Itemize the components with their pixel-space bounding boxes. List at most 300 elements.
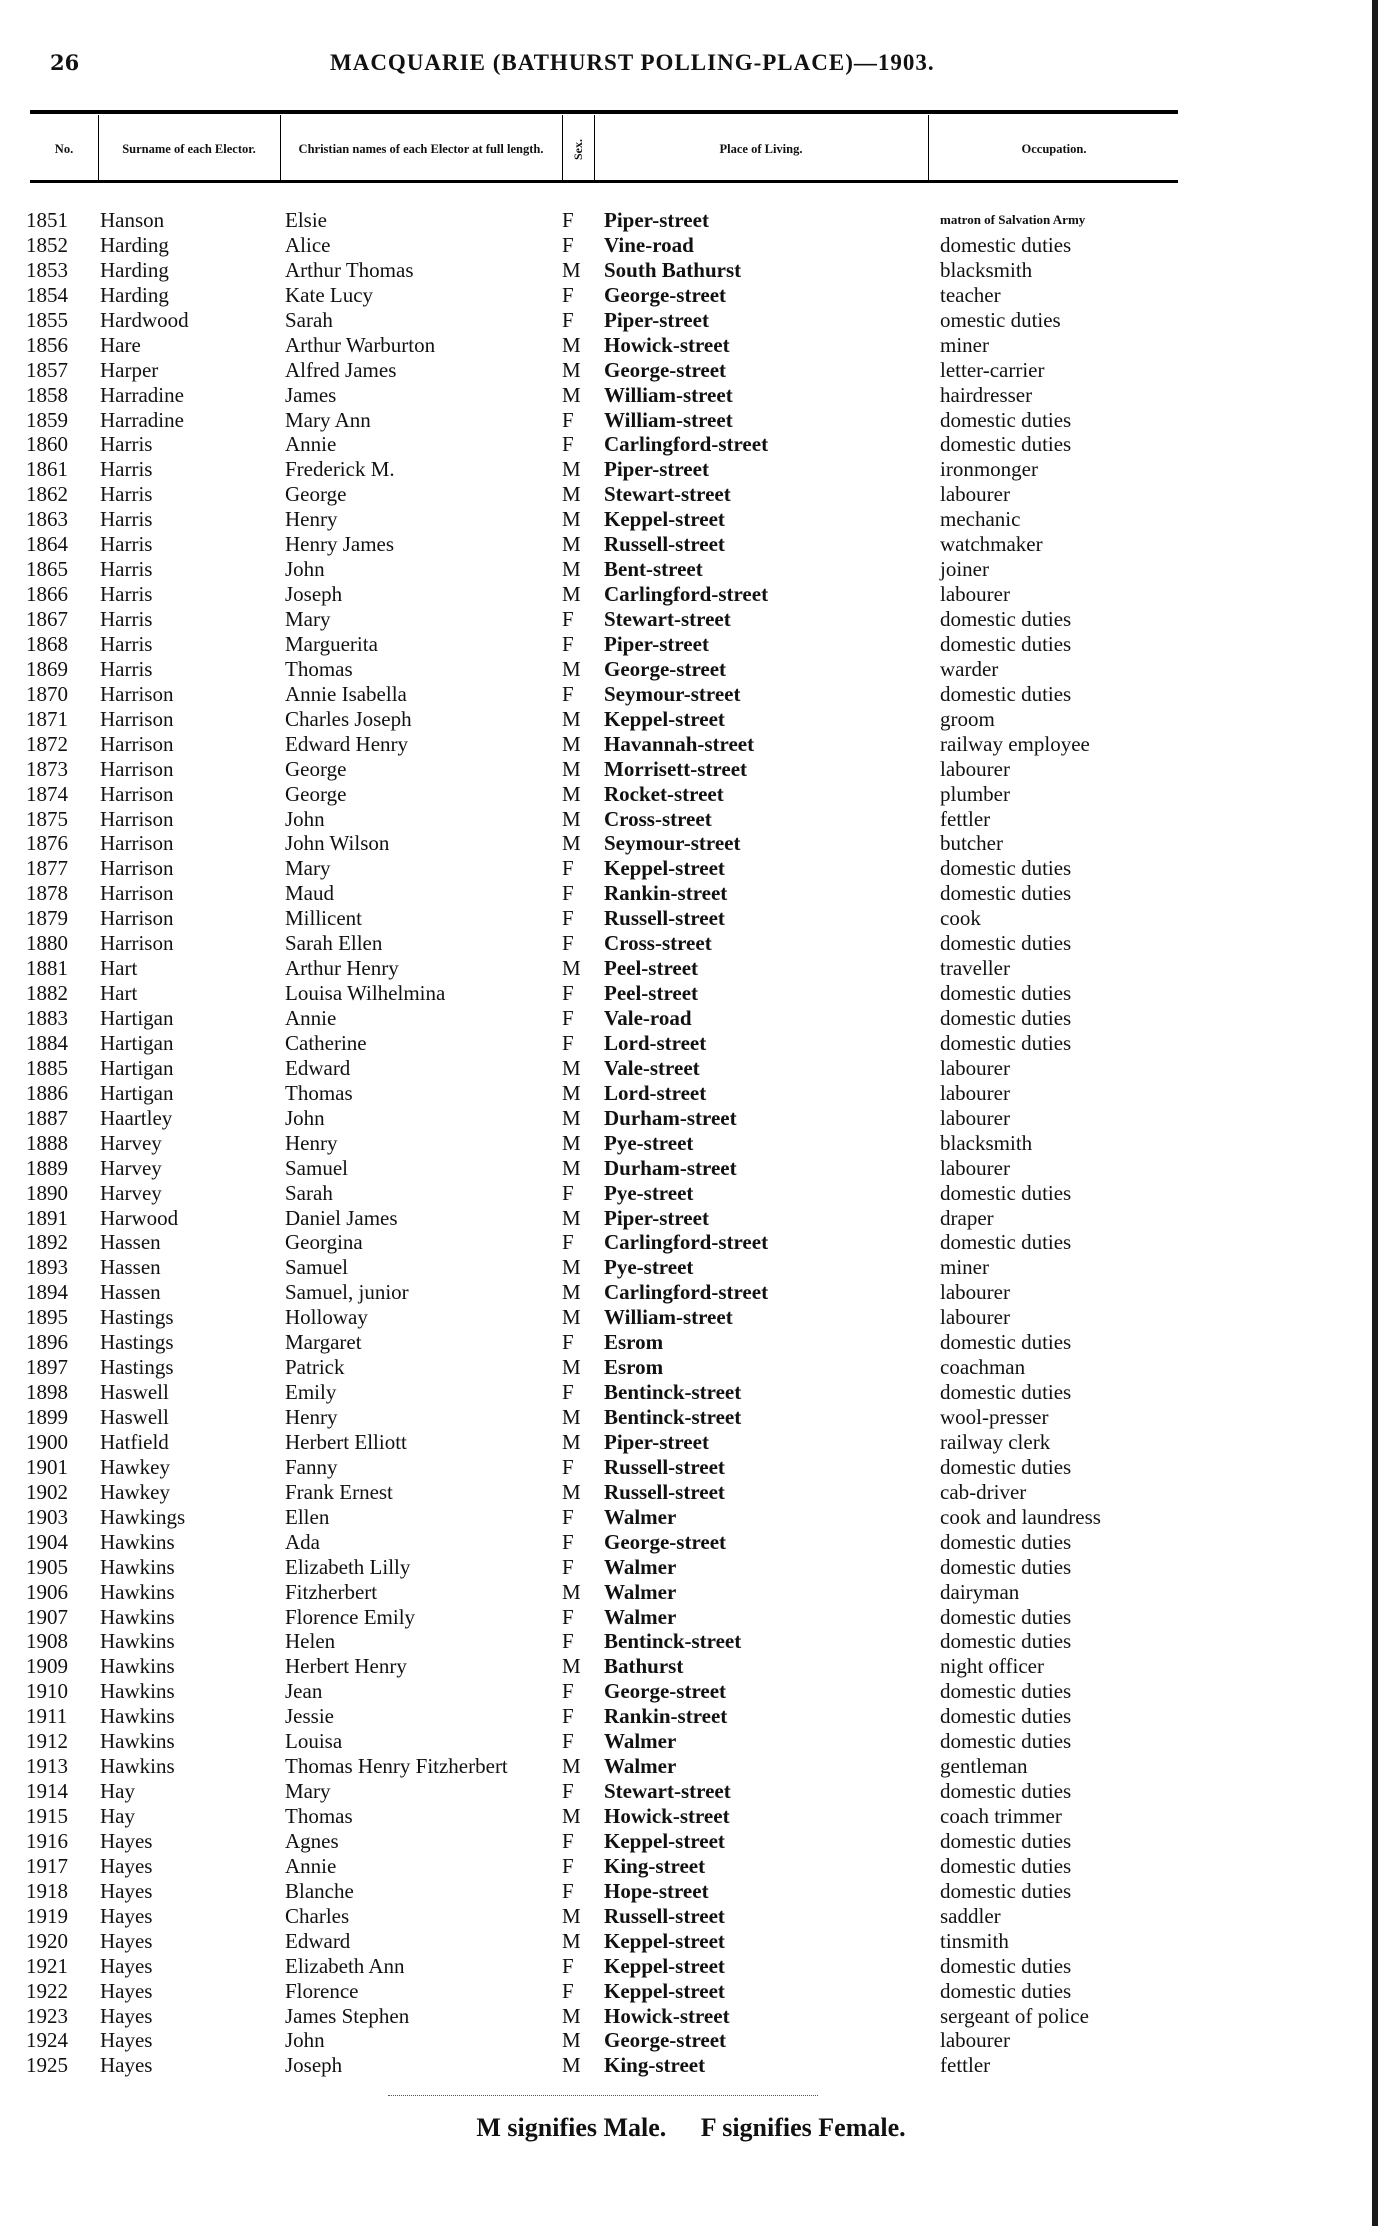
elector-place: Bathurst xyxy=(604,1654,684,1679)
elector-christian-names: Annie xyxy=(285,1006,337,1030)
elector-number: 1875 xyxy=(26,806,68,831)
elector-christian-names: Daniel James xyxy=(285,1205,398,1230)
elector-sex: M xyxy=(562,532,581,557)
elector-place: Bentinck-street xyxy=(604,1380,742,1405)
table-row xyxy=(0,333,1382,358)
elector-place: George-street xyxy=(604,656,727,681)
elector-occupation: fettler xyxy=(940,806,991,831)
elector-surname: Hawkey xyxy=(100,1454,170,1479)
elector-place: Esrom xyxy=(604,1355,664,1380)
table-row xyxy=(0,1580,1382,1605)
elector-number: 1856 xyxy=(26,332,68,357)
table-row xyxy=(0,1530,1382,1555)
elector-sex: M xyxy=(562,332,581,357)
elector-sex: F xyxy=(562,856,574,881)
elector-number: 1874 xyxy=(26,781,68,806)
elector-surname: Harding xyxy=(100,257,169,282)
table-row xyxy=(0,981,1382,1006)
elector-surname: Harrison xyxy=(100,681,174,706)
elector-surname: Harrison xyxy=(100,856,174,881)
elector-place: Bent-street xyxy=(604,557,703,582)
table-row xyxy=(0,1480,1382,1505)
table-row xyxy=(0,1929,1382,1954)
elector-sex: F xyxy=(562,1629,574,1654)
table-row xyxy=(0,582,1382,607)
elector-christian-names: Emily xyxy=(285,1380,337,1405)
elector-sex: F xyxy=(562,1504,574,1529)
elector-place: Rocket-street xyxy=(604,781,724,806)
elector-sex: M xyxy=(562,806,581,831)
elector-sex: M xyxy=(562,1130,581,1155)
elector-surname: Hardwood xyxy=(100,307,189,332)
col-header-sex xyxy=(563,118,593,180)
elector-christian-names: Thomas Henry Fitzherbert xyxy=(285,1754,508,1779)
elector-place: Rankin-street xyxy=(604,881,728,906)
elector-place: William-street xyxy=(604,407,733,432)
elector-place: Russell-street xyxy=(604,1903,725,1928)
elector-sex: F xyxy=(562,208,574,232)
elector-sex: M xyxy=(562,257,581,282)
elector-christian-names: Louisa xyxy=(285,1729,343,1754)
elector-christian-names: Sarah xyxy=(285,1180,333,1205)
elector-place: Piper-street xyxy=(604,1205,709,1230)
elector-occupation: domestic duties xyxy=(940,1529,1072,1554)
table-row xyxy=(0,2028,1382,2053)
elector-occupation: domestic duties xyxy=(940,1629,1072,1654)
elector-number: 1925 xyxy=(26,2053,68,2078)
elector-sex: M xyxy=(562,1479,581,1504)
elector-christian-names: Ellen xyxy=(285,1504,330,1529)
table-row xyxy=(0,1131,1382,1156)
elector-christian-names: Georgina xyxy=(285,1230,363,1255)
table-row xyxy=(0,1056,1382,1081)
elector-sex: F xyxy=(562,931,574,956)
elector-number: 1916 xyxy=(26,1828,68,1853)
elector-place: Keppel-street xyxy=(604,1928,725,1953)
elector-sex: M xyxy=(562,956,581,981)
column-divider xyxy=(928,115,929,180)
elector-place: William-street xyxy=(604,1305,733,1330)
elector-number: 1903 xyxy=(26,1504,68,1529)
page-number: 26 xyxy=(50,50,80,75)
elector-place: Piper-street xyxy=(604,457,709,482)
elector-surname: Harrison xyxy=(100,806,174,831)
elector-surname: Harrison xyxy=(100,906,174,931)
elector-sex: M xyxy=(562,2053,581,2078)
elector-number: 1878 xyxy=(26,881,68,906)
elector-surname: Hayes xyxy=(100,1978,153,2003)
table-row xyxy=(0,1679,1382,1704)
elector-christian-names: Ada xyxy=(285,1529,320,1554)
elector-occupation: fettler xyxy=(940,2053,991,2078)
elector-sex: M xyxy=(562,482,581,507)
elector-christian-names: Frederick M. xyxy=(285,457,395,482)
elector-occupation: joiner xyxy=(940,557,989,582)
table-row xyxy=(0,831,1382,856)
elector-number: 1894 xyxy=(26,1280,68,1305)
elector-place: Hope-street xyxy=(604,1878,709,1903)
table-row xyxy=(0,258,1382,283)
elector-occupation: labourer xyxy=(940,2028,1010,2053)
elector-christian-names: Samuel, junior xyxy=(285,1280,409,1305)
elector-number: 1921 xyxy=(26,1953,68,1978)
elector-occupation: domestic duties xyxy=(940,1554,1072,1579)
elector-surname: Harris xyxy=(100,482,153,507)
elector-place: Peel-street xyxy=(604,956,699,981)
elector-sex: M xyxy=(562,1105,581,1130)
elector-place: King-street xyxy=(604,2053,706,2078)
elector-occupation: domestic duties xyxy=(940,1330,1072,1355)
table-row xyxy=(0,1605,1382,1630)
elector-christian-names: Frank Ernest xyxy=(285,1479,393,1504)
elector-number: 1887 xyxy=(26,1105,68,1130)
elector-place: Carlingford-street xyxy=(604,582,769,607)
elector-christian-names: Alfred James xyxy=(285,357,397,382)
elector-number: 1895 xyxy=(26,1305,68,1330)
table-row xyxy=(0,906,1382,931)
elector-number: 1868 xyxy=(26,631,68,656)
elector-occupation: domestic duties xyxy=(940,1704,1072,1729)
elector-place: Russell-street xyxy=(604,1479,725,1504)
elector-christian-names: Arthur Warburton xyxy=(285,332,436,357)
elector-occupation: domestic duties xyxy=(940,1878,1072,1903)
elector-occupation: domestic duties xyxy=(940,1978,1072,2003)
elector-place: Stewart-street xyxy=(604,607,731,631)
elector-number: 1858 xyxy=(26,382,68,407)
header-rule-bottom xyxy=(30,180,1178,183)
elector-occupation: domestic duties xyxy=(940,1604,1072,1629)
elector-christian-names: Margaret xyxy=(285,1330,362,1355)
elector-number: 1904 xyxy=(26,1529,68,1554)
elector-surname: Hawkings xyxy=(100,1504,186,1529)
table-row xyxy=(0,782,1382,807)
elector-number: 1852 xyxy=(26,232,68,257)
elector-christian-names: Holloway xyxy=(285,1305,368,1330)
table-row xyxy=(0,1006,1382,1031)
elector-occupation: domestic duties xyxy=(940,1853,1072,1878)
elector-surname: Haartley xyxy=(100,1105,173,1130)
elector-sex: M xyxy=(562,831,581,856)
elector-place: Keppel-street xyxy=(604,1978,725,2003)
elector-christian-names: Joseph xyxy=(285,582,343,607)
table-row xyxy=(0,233,1382,258)
elector-occupation: butcher xyxy=(940,831,1003,856)
elector-sex: M xyxy=(562,1804,581,1828)
elector-occupation: domestic duties xyxy=(940,1006,1072,1030)
elector-surname: Harrison xyxy=(100,881,174,906)
elector-occupation: labourer xyxy=(940,1105,1010,1130)
table-row xyxy=(0,507,1382,532)
elector-occupation: traveller xyxy=(940,956,1010,981)
table-row xyxy=(0,1779,1382,1804)
elector-surname: Hayes xyxy=(100,1853,153,1878)
elector-number: 1873 xyxy=(26,756,68,781)
elector-occupation: tinsmith xyxy=(940,1928,1009,1953)
elector-place: King-street xyxy=(604,1853,706,1878)
elector-surname: Haswell xyxy=(100,1405,169,1429)
elector-occupation: railway employee xyxy=(940,731,1090,756)
elector-occupation: cook xyxy=(940,906,981,931)
table-row xyxy=(0,607,1382,632)
table-row xyxy=(0,1081,1382,1106)
elector-occupation: domestic duties xyxy=(940,1679,1072,1704)
elector-surname: Hawkey xyxy=(100,1479,170,1504)
elector-occupation: domestic duties xyxy=(940,432,1072,457)
elector-occupation: letter-carrier xyxy=(940,357,1045,382)
elector-number: 1912 xyxy=(26,1729,68,1754)
table-row xyxy=(0,457,1382,482)
elector-sex: F xyxy=(562,1679,574,1704)
elector-number: 1853 xyxy=(26,257,68,282)
elector-place: George-street xyxy=(604,282,727,307)
elector-sex: F xyxy=(562,1704,574,1729)
elector-christian-names: Edward xyxy=(285,1055,351,1080)
elector-number: 1877 xyxy=(26,856,68,881)
elector-occupation: domestic duties xyxy=(940,1828,1072,1853)
elector-sex: F xyxy=(562,1828,574,1853)
elector-surname: Hayes xyxy=(100,1928,153,1953)
table-row xyxy=(0,308,1382,333)
elector-place: Keppel-street xyxy=(604,1953,725,1978)
elector-occupation: domestic duties xyxy=(940,1180,1072,1205)
sex-legend xyxy=(0,2113,1382,2143)
elector-occupation: hairdresser xyxy=(940,382,1033,407)
elector-place: Bentinck-street xyxy=(604,1405,742,1429)
elector-sex: M xyxy=(562,357,581,382)
elector-surname: Hassen xyxy=(100,1255,161,1280)
elector-number: 1863 xyxy=(26,507,68,532)
elector-sex: M xyxy=(562,1928,581,1953)
elector-place: Keppel-street xyxy=(604,706,725,731)
table-row xyxy=(0,732,1382,757)
table-row xyxy=(0,657,1382,682)
elector-number: 1917 xyxy=(26,1853,68,1878)
elector-number: 1920 xyxy=(26,1928,68,1953)
elector-surname: Harris xyxy=(100,507,153,532)
page-edge-shadow xyxy=(1372,0,1378,2226)
elector-occupation: warder xyxy=(940,656,999,681)
elector-number: 1919 xyxy=(26,1903,68,1928)
table-row xyxy=(0,383,1382,408)
table-row xyxy=(0,1654,1382,1679)
elector-christian-names: Sarah Ellen xyxy=(285,931,383,956)
table-row xyxy=(0,707,1382,732)
column-divider xyxy=(594,115,595,180)
elector-occupation: labourer xyxy=(940,482,1010,507)
elector-place: Russell-street xyxy=(604,532,725,557)
elector-sex: F xyxy=(562,1030,574,1055)
elector-occupation: domestic duties xyxy=(940,1230,1072,1255)
elector-occupation: domestic duties xyxy=(940,607,1072,631)
elector-place: Walmer xyxy=(604,1504,677,1529)
elector-sex: M xyxy=(562,756,581,781)
table-row xyxy=(0,1280,1382,1305)
col-header-sex-label: Sex. xyxy=(571,138,585,160)
elector-christian-names: Henry James xyxy=(285,532,395,557)
elector-place: Walmer xyxy=(604,1754,677,1779)
elector-place: Esrom xyxy=(604,1330,664,1355)
elector-surname: Hastings xyxy=(100,1330,174,1355)
elector-place: Keppel-street xyxy=(604,1828,725,1853)
elector-sex: M xyxy=(562,1255,581,1280)
elector-christian-names: Kate Lucy xyxy=(285,282,374,307)
elector-christian-names: Henry xyxy=(285,1405,338,1429)
elector-occupation: domestic duties xyxy=(940,856,1072,881)
table-row xyxy=(0,1255,1382,1280)
elector-sex: F xyxy=(562,906,574,931)
legend-female: F signifies Female. xyxy=(700,2113,906,2142)
elector-christian-names: John xyxy=(285,2028,325,2053)
elector-number: 1869 xyxy=(26,656,68,681)
elector-sex: M xyxy=(562,1080,581,1105)
elector-number: 1899 xyxy=(26,1405,68,1429)
elector-sex: M xyxy=(562,1405,581,1429)
elector-surname: Harris xyxy=(100,532,153,557)
elector-christian-names: Jean xyxy=(285,1679,323,1704)
elector-number: 1864 xyxy=(26,532,68,557)
elector-surname: Hart xyxy=(100,956,138,981)
elector-place: Havannah-street xyxy=(604,731,755,756)
table-row xyxy=(0,358,1382,383)
elector-christian-names: Mary xyxy=(285,856,331,881)
elector-occupation: ironmonger xyxy=(940,457,1038,482)
elector-place: Seymour-street xyxy=(604,831,741,856)
col-header-place: Place of Living. xyxy=(719,142,803,156)
elector-surname: Harrison xyxy=(100,931,174,956)
elector-number: 1866 xyxy=(26,582,68,607)
table-row xyxy=(0,1754,1382,1779)
elector-occupation: domestic duties xyxy=(940,1729,1072,1754)
elector-surname: Hawkins xyxy=(100,1554,175,1579)
elector-place: Russell-street xyxy=(604,1454,725,1479)
elector-christian-names: Fitzherbert xyxy=(285,1579,378,1604)
elector-number: 1896 xyxy=(26,1330,68,1355)
table-row xyxy=(0,283,1382,308)
elector-surname: Harding xyxy=(100,232,169,257)
elector-christian-names: Annie xyxy=(285,432,337,457)
elector-place: Howick-street xyxy=(604,332,730,357)
elector-surname: Hayes xyxy=(100,2053,153,2078)
elector-sex: F xyxy=(562,1953,574,1978)
elector-sex: F xyxy=(562,1853,574,1878)
table-row xyxy=(0,557,1382,582)
elector-number: 1897 xyxy=(26,1355,68,1380)
elector-occupation: gentleman xyxy=(940,1754,1028,1779)
elector-sex: M xyxy=(562,1155,581,1180)
elector-christian-names: Edward xyxy=(285,1928,351,1953)
elector-number: 1902 xyxy=(26,1479,68,1504)
elector-sex: M xyxy=(562,781,581,806)
elector-christian-names: Thomas xyxy=(285,1080,353,1105)
elector-number: 1893 xyxy=(26,1255,68,1280)
elector-surname: Harrison xyxy=(100,756,174,781)
elector-occupation: domestic duties xyxy=(940,1454,1072,1479)
elector-sex: F xyxy=(562,1729,574,1754)
table-row xyxy=(0,1954,1382,1979)
elector-surname: Harding xyxy=(100,282,169,307)
elector-sex: F xyxy=(562,1554,574,1579)
elector-occupation: plumber xyxy=(940,781,1010,806)
elector-christian-names: Agnes xyxy=(285,1828,339,1853)
elector-number: 1865 xyxy=(26,557,68,582)
elector-christian-names: Henry xyxy=(285,1130,338,1155)
elector-christian-names: Mary xyxy=(285,1779,331,1804)
legend-male: M signifies Male. xyxy=(476,2113,667,2142)
table-row xyxy=(0,1305,1382,1330)
elector-surname: Harper xyxy=(100,357,159,382)
elector-surname: Harvey xyxy=(100,1155,162,1180)
elector-place: Walmer xyxy=(604,1729,677,1754)
elector-christian-names: Thomas xyxy=(285,1804,353,1828)
elector-christian-names: Catherine xyxy=(285,1030,367,1055)
elector-sex: F xyxy=(562,1330,574,1355)
elector-place: Howick-street xyxy=(604,1804,730,1828)
elector-number: 1882 xyxy=(26,981,68,1006)
elector-place: Keppel-street xyxy=(604,856,725,881)
elector-occupation: matron of Salvation Army xyxy=(940,212,1086,227)
elector-sex: F xyxy=(562,1604,574,1629)
elector-sex: F xyxy=(562,681,574,706)
elector-christian-names: Samuel xyxy=(285,1255,348,1280)
col-header-occupation: Occupation. xyxy=(1021,142,1087,156)
elector-occupation: railway clerk xyxy=(940,1429,1051,1454)
elector-number: 1851 xyxy=(26,208,68,232)
table-row xyxy=(0,1704,1382,1729)
elector-occupation: labourer xyxy=(940,582,1010,607)
elector-number: 1885 xyxy=(26,1055,68,1080)
table-row xyxy=(0,208,1382,233)
table-row xyxy=(0,1181,1382,1206)
elector-number: 1876 xyxy=(26,831,68,856)
elector-surname: Harvey xyxy=(100,1180,162,1205)
elector-surname: Hassen xyxy=(100,1280,161,1305)
elector-occupation: night officer xyxy=(940,1654,1044,1679)
elector-occupation: coach trimmer xyxy=(940,1804,1062,1828)
table-row xyxy=(0,757,1382,782)
elector-place: Stewart-street xyxy=(604,1779,731,1804)
elector-number: 1880 xyxy=(26,931,68,956)
elector-sex: M xyxy=(562,507,581,532)
elector-sex: M xyxy=(562,1280,581,1305)
elector-surname: Hawkins xyxy=(100,1654,175,1679)
elector-sex: F xyxy=(562,1529,574,1554)
elector-occupation: saddler xyxy=(940,1903,1001,1928)
elector-occupation: miner xyxy=(940,332,989,357)
elector-surname: Hartigan xyxy=(100,1030,174,1055)
elector-surname: Harvey xyxy=(100,1130,162,1155)
elector-number: 1907 xyxy=(26,1604,68,1629)
elector-number: 1909 xyxy=(26,1654,68,1679)
table-row xyxy=(0,1031,1382,1056)
elector-occupation: domestic duties xyxy=(940,1380,1072,1405)
elector-sex: F xyxy=(562,1006,574,1030)
elector-sex: F xyxy=(562,232,574,257)
elector-place: Walmer xyxy=(604,1579,677,1604)
elector-occupation: cook and laundress xyxy=(940,1504,1101,1529)
table-row xyxy=(0,956,1382,981)
elector-christian-names: Arthur Henry xyxy=(285,956,399,981)
elector-number: 1855 xyxy=(26,307,68,332)
elector-surname: Hawkins xyxy=(100,1754,175,1779)
elector-number: 1914 xyxy=(26,1779,68,1804)
elector-occupation: domestic duties xyxy=(940,1779,1072,1804)
elector-surname: Harradine xyxy=(100,407,184,432)
elector-surname: Harris xyxy=(100,582,153,607)
elector-place: Walmer xyxy=(604,1604,677,1629)
elector-occupation: draper xyxy=(940,1205,994,1230)
elector-number: 1871 xyxy=(26,706,68,731)
elector-place: Pye-street xyxy=(604,1255,694,1280)
